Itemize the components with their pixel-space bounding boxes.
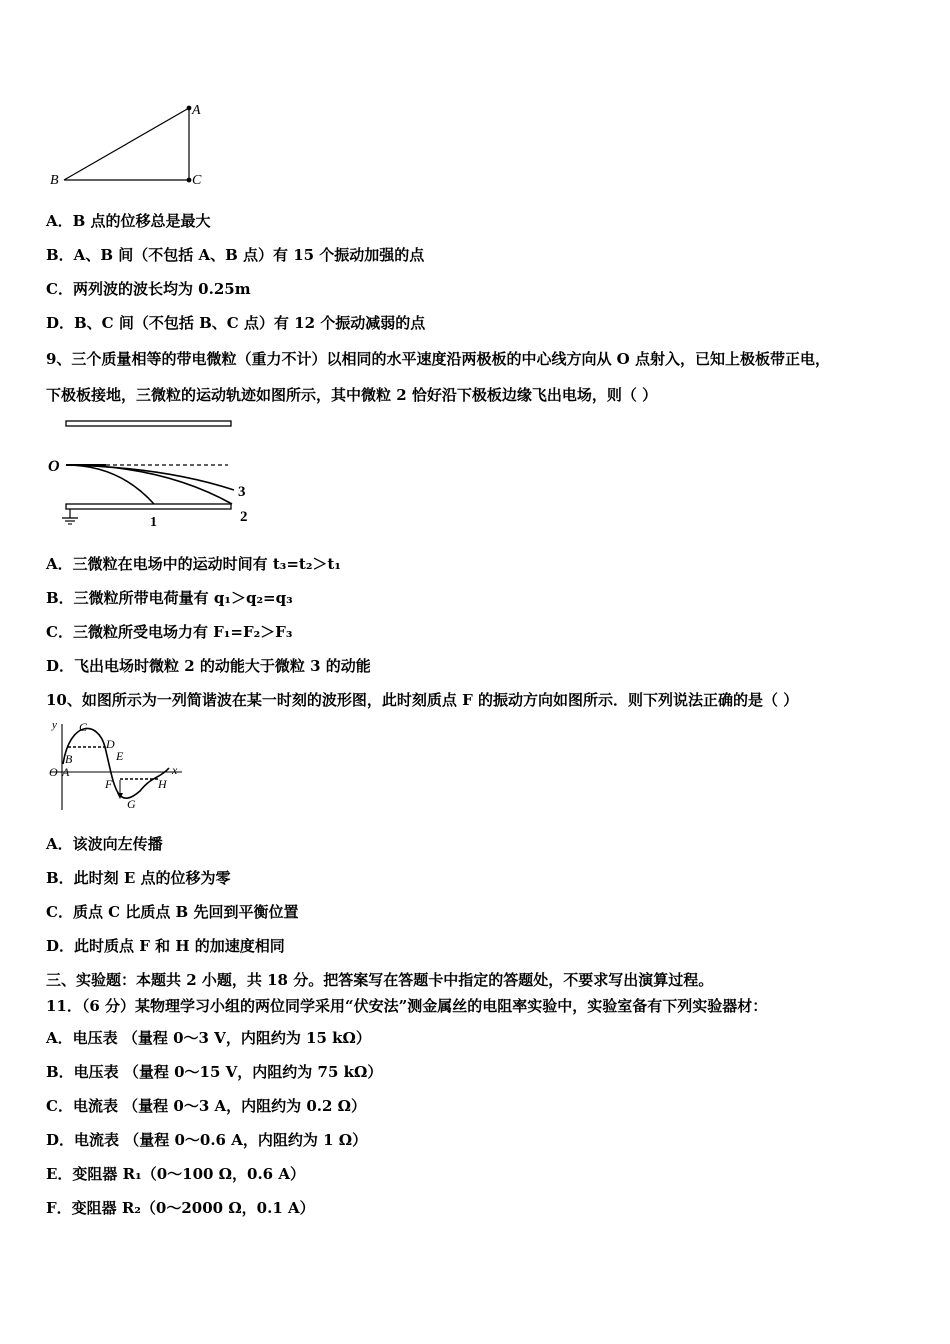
q9-option-a: A．三微粒在电场中的运动时间有 t₃=t₂＞t₁ xyxy=(46,555,341,573)
q11-option-e: E．变阻器 R₁（0～100 Ω，0.6 A） xyxy=(46,1165,305,1183)
upper-plate xyxy=(66,421,231,426)
label-g: G xyxy=(127,797,136,811)
wave-figure xyxy=(44,716,189,814)
q8-option-b: B．A、B 间（不包括 A、B 点）有 15 个振动加强的点 xyxy=(46,246,425,264)
q11-option-b: B．电压表 （量程 0～15 V，内阻约为 75 kΩ） xyxy=(46,1063,383,1081)
point-a xyxy=(187,106,192,111)
q11-option-c: C．电流表 （量程 0～3 A，内阻约为 0.2 Ω） xyxy=(46,1097,367,1115)
q11-stem: 11．（6 分）某物理学习小组的两位同学采用“伏安法”测金属丝的电阻率实验中，实验室备有下列实验器材： xyxy=(46,997,768,1015)
q11-option-a: A．电压表 （量程 0～3 V，内阻约为 15 kΩ） xyxy=(46,1029,371,1047)
label-d: D xyxy=(106,737,115,751)
q11-option-d: D．电流表 （量程 0～0.6 A，内阻约为 1 Ω） xyxy=(46,1131,368,1149)
trajectory-3 xyxy=(66,465,234,490)
label-a: A xyxy=(62,765,70,779)
q9-option-d: D．飞出电场时微粒 2 的动能大于微粒 3 的动能 xyxy=(46,657,371,675)
q8-option-d: D．B、C 间（不包括 B、C 点）有 12 个振动减弱的点 xyxy=(46,314,426,332)
q9-stem-line-2: 下极板接地，三微粒的运动轨迹如图所示，其中微粒 2 恰好沿下极板边缘飞出电场，则（ ） xyxy=(46,386,658,404)
label-x: x xyxy=(172,763,178,777)
label-o: O xyxy=(48,458,60,475)
label-1: 1 xyxy=(150,515,157,530)
wave-curve xyxy=(63,728,169,798)
q8-option-c: C．两列波的波长均为 0.25m xyxy=(46,280,251,298)
point-c xyxy=(187,178,192,183)
lower-plate xyxy=(66,504,231,509)
label-c: C xyxy=(79,720,88,734)
q9-stem-line-1: 9、三个质量相等的带电微粒（重力不计）以相同的水平速度沿两极板的中心线方向从 O 点射入，已知上极板带正电， xyxy=(46,350,830,368)
q9-option-c: C．三微粒所受电场力有 F₁=F₂＞F₃ xyxy=(46,623,293,641)
label-3: 3 xyxy=(238,484,246,500)
label-a: A xyxy=(192,103,201,118)
label-c: C xyxy=(192,173,202,188)
label-y: y xyxy=(52,719,57,731)
capacitor-trajectory-figure xyxy=(44,414,264,536)
label-origin: O xyxy=(49,765,58,779)
q10-option-b: B．此时刻 E 点的位移为零 xyxy=(46,869,231,887)
segment-ba xyxy=(64,108,189,180)
label-f: F xyxy=(105,777,113,791)
label-2: 2 xyxy=(240,509,248,525)
triangle-figure xyxy=(44,98,214,194)
label-b: B xyxy=(50,173,59,188)
label-b: B xyxy=(65,752,73,766)
q9-option-b: B．三微粒所带电荷量有 q₁＞q₂=q₃ xyxy=(46,589,293,607)
q11-option-f: F．变阻器 R₂（0～2000 Ω，0.1 A） xyxy=(46,1199,315,1217)
q10-option-a: A．该波向左传播 xyxy=(46,835,163,853)
section-3-title: 三、实验题：本题共 2 小题，共 18 分。把答案写在答题卡中指定的答题处，不要求写出演算过程。 xyxy=(46,971,714,989)
label-e: E xyxy=(116,749,124,763)
q10-option-c: C．质点 C 比质点 B 先回到平衡位置 xyxy=(46,903,299,921)
q10-stem: 10、如图所示为一列简谐波在某一时刻的波形图，此时刻质点 F 的振动方向如图所示．则下列说法正确的是（ ） xyxy=(46,691,799,709)
q10-option-d: D．此时质点 F 和 H 的加速度相同 xyxy=(46,937,285,955)
q8-option-a: A．B 点的位移总是最大 xyxy=(46,212,211,230)
label-h: H xyxy=(158,777,167,791)
